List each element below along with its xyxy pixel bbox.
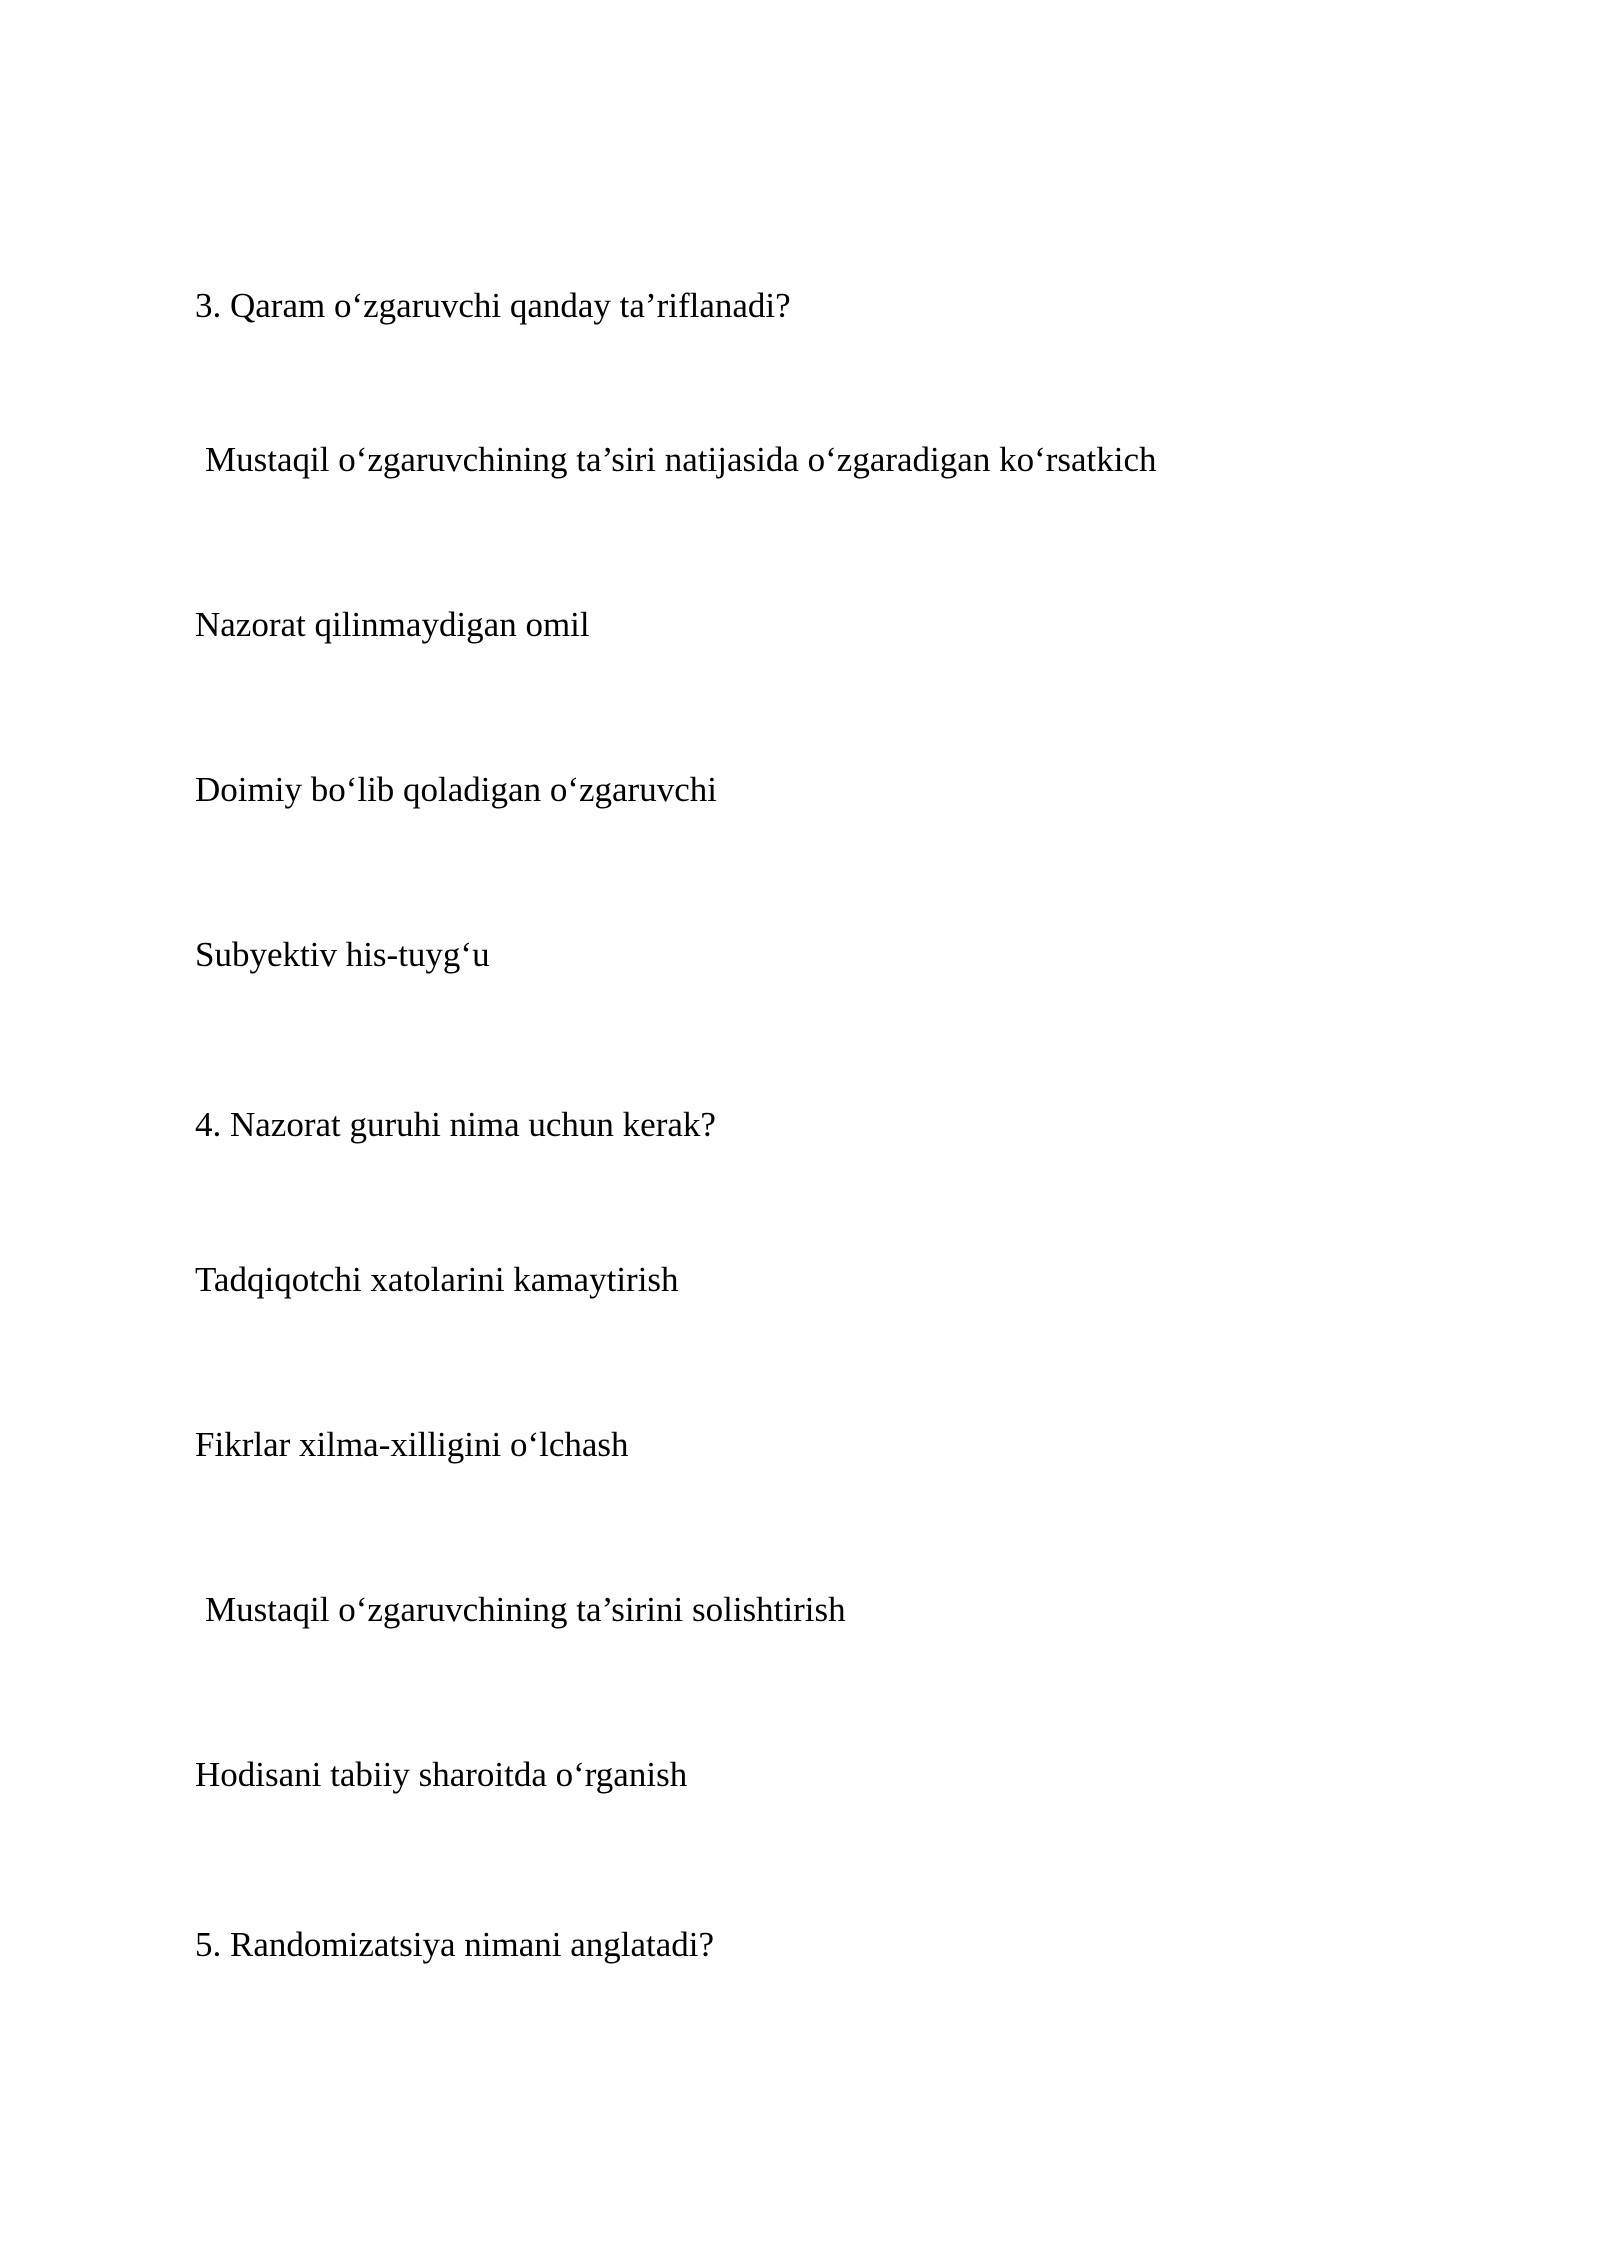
- question-4: 4. Nazorat guruhi nima uchun kerak?: [195, 1105, 716, 1144]
- question-3: 3. Qaram o‘zgaruvchi qanday ta’riflanadi?: [195, 286, 791, 325]
- question-3-option-1: Mustaqil o‘zgaruvchining ta’siri natijasida o‘zgaradigan ko‘rsatkich: [205, 440, 1157, 479]
- question-3-option-3: Doimiy bo‘lib qoladigan o‘zgaruvchi: [195, 770, 717, 809]
- question-4-option-1: Tadqiqotchi xatolarini kamaytirish: [195, 1260, 679, 1299]
- question-5: 5. Randomizatsiya nimani anglatadi?: [195, 1925, 715, 1964]
- question-4-option-3: Mustaqil o‘zgaruvchining ta’sirini solishtirish: [205, 1590, 846, 1629]
- question-4-option-2: Fikrlar xilma-xilligini o‘lchash: [195, 1425, 629, 1464]
- question-3-option-2: Nazorat qilinmaydigan omil: [195, 605, 590, 644]
- question-4-option-4: Hodisani tabiiy sharoitda o‘rganish: [195, 1755, 688, 1794]
- question-3-option-4: Subyektiv his-tuyg‘u: [195, 935, 490, 974]
